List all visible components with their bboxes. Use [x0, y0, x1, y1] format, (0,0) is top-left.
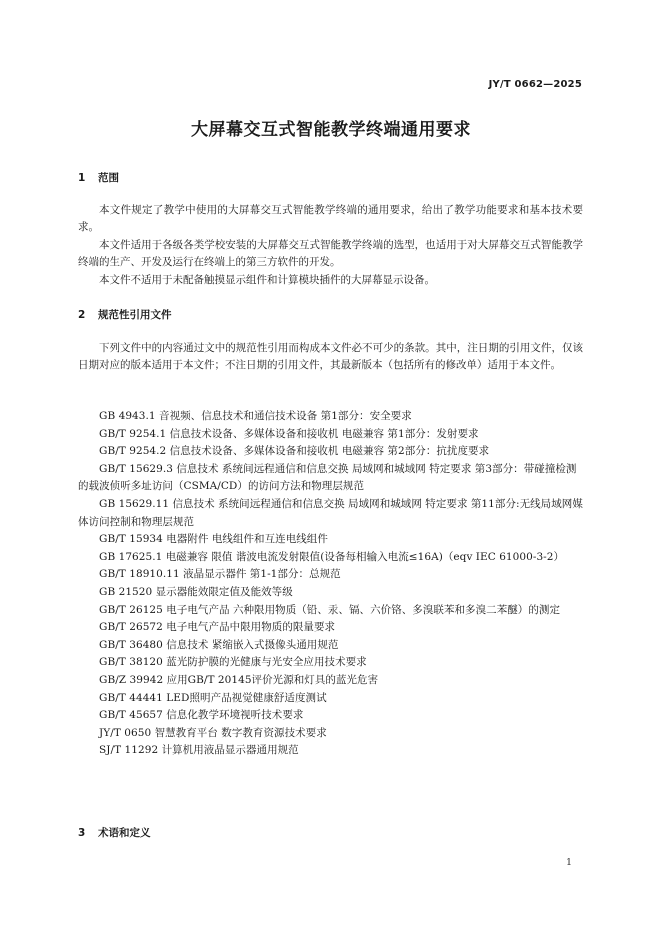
section-2-title: 规范性引用文件	[98, 309, 172, 321]
reference-item: SJ/T 11292 计算机用液晶显示器通用规范	[99, 744, 299, 757]
section-1-heading	[78, 170, 119, 185]
document-title: 大屏幕交互式智能教学终端通用要求	[191, 120, 471, 140]
reference-item: GB/T 45657 信息化教学环境视听技术要求	[99, 709, 304, 722]
reference-item: GB/T 9254.1 信息技术设备、多媒体设备和接收机 电磁兼容 第1部分：发射要求	[99, 427, 479, 440]
reference-item: GB/T 15629.3 信息技术 系统间远程通信和信息交换 局域网和城域网 特定要求 第3部分：带碰撞检测的载波侦听多址访问（CSMA/CD）的访问方法和物理层规范	[78, 462, 577, 493]
section-3-number: 3	[78, 827, 86, 839]
reference-item: GB/Z 39942 应用GB/T 20145评价光源和灯具的蓝光危害	[99, 673, 379, 686]
section-3-heading	[78, 825, 151, 840]
section-2-number: 2	[78, 309, 86, 321]
section-1-paragraph-2: 本文件适用于各级各类学校安装的大屏幕交互式智能教学终端的选型，也适用于对大屏幕交互式智能教学终端的生产、开发及运行在终端上的第三方软件的开发。	[78, 239, 583, 268]
section-1-paragraph-3: 本文件不适用于未配备触摸显示组件和计算模块插件的大屏幕显示设备。	[99, 274, 435, 286]
page-number: 1	[565, 857, 572, 868]
section-2-paragraph-1: 下列文件中的内容通过文中的规范性引用而构成本文件必不可少的条款。其中，注日期的引用文件，仅该日期对应的版本适用于本文件；不注日期的引用文件，其最新版本（包括所有的修改单）适用于本文件。	[78, 342, 583, 371]
section-1-title: 范围	[98, 172, 119, 184]
normative-references-list	[78, 408, 583, 760]
reference-item: GB/T 38120 蓝光防护膜的光健康与光安全应用技术要求	[99, 656, 367, 669]
standard-code: JY/T 0662—2025	[488, 79, 582, 90]
reference-item: GB 17625.1 电磁兼容 限值 谐波电流发射限值(设备每相输入电流≤16A)（eqv IEC 61000-3-2）	[99, 550, 565, 563]
section-3-title: 术语和定义	[98, 827, 151, 839]
reference-item: GB/T 26572 电子电气产品中限用物质的限量要求	[99, 621, 336, 634]
reference-item: GB 21520 显示器能效限定值及能效等级	[99, 585, 293, 598]
reference-item: GB/T 15934 电器附件 电线组件和互连电线组件	[99, 533, 328, 546]
reference-item: JY/T 0650 智慧教育平台 数字教育资源技术要求	[99, 726, 327, 739]
reference-item: GB/T 9254.2 信息技术设备、多媒体设备和接收机 电磁兼容 第2部分：抗扰度要求	[99, 445, 490, 458]
reference-item: GB 4943.1 音视频、信息技术和通信技术设备 第1部分：安全要求	[99, 410, 412, 422]
section-1-paragraph-1: 本文件规定了教学中使用的大屏幕交互式智能教学终端的通用要求，给出了教学功能要求和基本技术要求。	[78, 204, 583, 233]
reference-item: GB/T 44441 LED照明产品视觉健康舒适度测试	[99, 691, 327, 704]
reference-item: GB/T 18910.11 液晶显示器件 第1-1部分：总规范	[99, 568, 341, 581]
section-2-heading	[78, 307, 172, 322]
section-1-number: 1	[78, 172, 86, 184]
reference-item: GB/T 36480 信息技术 紧缩嵌入式摄像头通用规范	[99, 638, 339, 651]
reference-item: GB/T 26125 电子电气产品 六种限用物质（铅、汞、镉、六价铬、多溴联苯和多溴二苯醚）的测定	[99, 603, 561, 616]
reference-item: GB 15629.11 信息技术 系统间远程通信和信息交换 局域网和城域网 特定要求 第11部分:无线局域网媒体访问控制和物理层规范	[78, 497, 583, 528]
